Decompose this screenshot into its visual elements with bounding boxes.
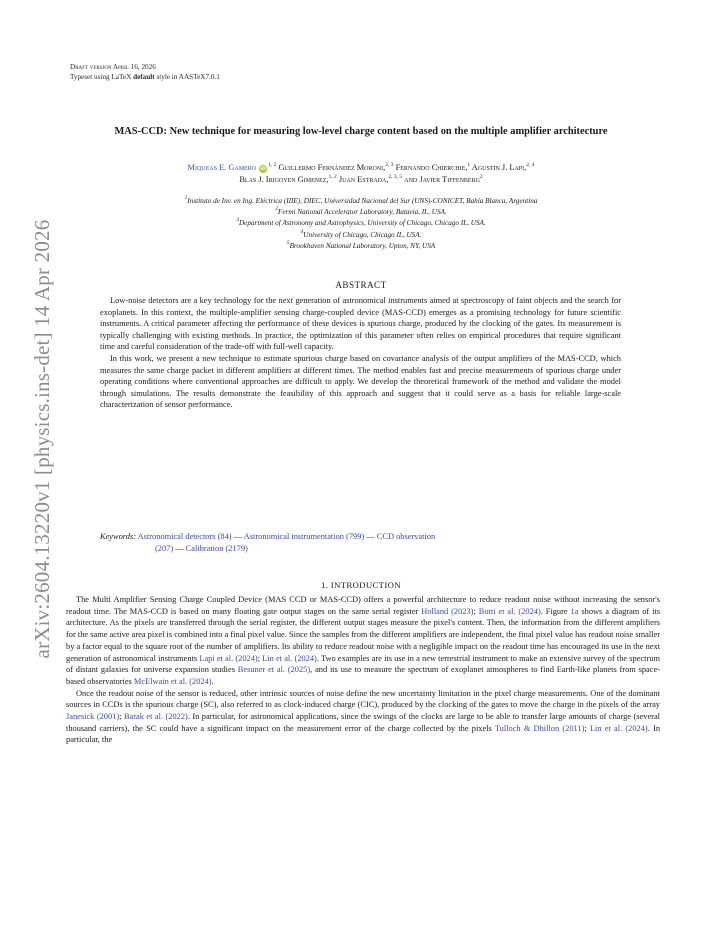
keyword-link[interactable]: Calibration (2179) xyxy=(185,543,248,553)
arxiv-identifier-stamp[interactable]: arXiv:2604.13220v1 [physics.ins-det] 14 Apr 2026 xyxy=(30,219,54,659)
abstract-heading: ABSTRACT xyxy=(335,280,387,290)
abstract-paragraph: Low-noise detectors are a key technology for the next generation of astronomical instruments aimed at spectroscopy of faint objects and the search for exoplanets. In this context, the multiple-amplifier sensing charge-coupled device (MAS-CCD) emerges as a promising technology for future scientific instruments. A critical parameter affecting the performance of these devices is spurious charge, produced by the clocking of the gates. Its measurement is typically challenging with existing methods. In practice, the optimization of this parameter often relies on empirical procedures that require significant time and careful consideration of the trade-off with full-well capacity. xyxy=(100,296,621,352)
draft-version-line xyxy=(70,62,220,72)
citation-link[interactable]: Barak et al. (2022) xyxy=(123,712,188,722)
figure-link[interactable]: 1a xyxy=(570,606,579,616)
affiliation-text: Instituto de Inv. en Ing. Eléctrica (IIIE), DIEC, Universidad Nacional del Sur (UNS)-CONICET, Bahía Blanca, Argentina xyxy=(187,197,538,205)
typeset-line xyxy=(70,72,220,82)
keyword-link[interactable]: CCD observation xyxy=(376,532,436,541)
author-name: Agustin J. Lapi, xyxy=(471,163,527,172)
affiliation-number: 4 xyxy=(300,228,304,235)
abstract-paragraph: In this work, we present a new technique to estimate spurious charge based on covariance analysis of the output amplifiers of the MAS-CCD, which measures the same charge packet in different amplifiers at different times. The method enables fast and precise measurements of spurious charge under operating conditions where conventional approaches are difficult to apply. We develop the theoretical framework of the method and validate the model through simulations. The results demonstrate the feasibility of this approach and suggest that it could serve as a basis for reliable large-scale characterization of sensor performance. xyxy=(100,353,621,410)
affiliation-text: Fermi National Accelerator Laboratory, Batavia, IL, USA. xyxy=(277,208,447,217)
keywords-label: Keywords: xyxy=(100,532,136,541)
body-text: shows a diagram of its architecture. As the pixels are transferred through the serial register, the different output stages measure the pixel's content. Then, the information from the different amplifiers for the same active area pixel is combined into a final pixel value. Since the samples from the different amplifiers are independent, the final pixel value has readout noise smaller by a factor equal to the square root of the number of amplifiers. Its ability to reduce readout noise with a negligible impact on the readout time has encouraged its use in the next generation of astronomical instruments xyxy=(66,606,661,663)
citation-link[interactable]: Besuner et al. (2025) xyxy=(237,665,311,675)
author-sup: 2 xyxy=(479,173,483,180)
keyword-separator: — xyxy=(173,543,186,553)
body-text: , and its use to measure the spectrum of exoplanet atmospheres to find Earth-like planets from space-based observatories xyxy=(66,665,660,686)
affiliation-text: Department of Astronomy and Astrophysics, University of Chicago, Chicago IL, USA. xyxy=(238,219,486,228)
affiliation xyxy=(66,196,656,207)
author-sup: 1, 2 xyxy=(328,173,337,180)
author-line-2 xyxy=(66,174,656,186)
author-name: Fernando Chierchie, xyxy=(395,163,468,172)
body-paragraph xyxy=(66,688,660,747)
author-name: Blas J. Irigoyen Gimenez, xyxy=(239,174,329,184)
author-sup: 2, 3, 5 xyxy=(388,173,403,180)
author-name: Guillermo Fernández Moroni, xyxy=(278,163,386,172)
author-sup: 2, 3 xyxy=(385,162,394,168)
keyword-link[interactable]: Astronomical instrumentation (799) xyxy=(243,532,365,541)
affiliation xyxy=(66,218,656,229)
citation-link[interactable]: Lapi et al. (2024) xyxy=(199,653,258,663)
author-sup: 1, 2 xyxy=(268,162,277,168)
affiliation xyxy=(66,207,656,218)
affiliation xyxy=(66,230,656,241)
orcid-icon[interactable]: iD xyxy=(260,166,266,172)
body-text: ; xyxy=(473,606,479,616)
body-text: . xyxy=(211,676,214,686)
citation-link[interactable]: Lin et al. (2024) xyxy=(589,723,648,733)
body-text: Once the readout noise of the sensor is reduced, other intrinsic sources of noise define the new uncertainty limitation in the pixel charge measurements. One of the dominant sources in CCDs is the spurious charge (SC), also referred to as clock-induced charge (CIC), produced by the clocking of the gates to move the charge in the pixels of the array xyxy=(66,688,660,710)
citation-link[interactable]: Lin et al. (2024) xyxy=(262,653,317,663)
affiliation-number: 3 xyxy=(236,217,239,224)
keyword-separator: — xyxy=(364,532,377,541)
body-text: The Multi Amplifier Sensing Charge Coupled Device (MAS CCD or MAS-CCD) offers a powerful architecture to reduce readout noise without increasing the sensor's readout time. The MAS-CCD is based on many floating gate output stages on the same serial register xyxy=(66,595,660,616)
affiliation-text: Brookhaven National Laboratory, Upton, NY, USA xyxy=(289,241,436,250)
keywords-line-2 xyxy=(100,543,621,555)
keyword-separator: — xyxy=(231,532,244,541)
typeset-suffix: style in AASTeX7.0.1 xyxy=(154,73,220,81)
affiliation-number: 2 xyxy=(275,206,278,213)
abstract-body xyxy=(100,295,621,411)
body-text: ; xyxy=(119,712,124,722)
keyword-link[interactable]: Astronomical detectors (84) xyxy=(137,532,232,541)
typeset-prefix: Typeset using xyxy=(70,73,112,81)
author-name: Juan Estrada, xyxy=(338,174,389,184)
introduction-body xyxy=(66,594,660,746)
citation-link[interactable]: McElwain et al. (2024) xyxy=(133,676,212,686)
author-sup: 2, 4 xyxy=(526,162,535,168)
body-text: . Figure xyxy=(540,606,571,616)
body-text: ; xyxy=(257,653,263,663)
affiliation-text: University of Chicago, Chicago IL, USA. xyxy=(303,230,422,239)
draft-version: Draft version April 16, 2026 xyxy=(70,63,156,71)
citation-link[interactable]: Janesick (2001) xyxy=(66,712,120,722)
typeset-style: default xyxy=(133,73,155,81)
body-text: . Two examples are its use in a new terrestrial instrument to make an extensive survey of the spectrum of distant galaxies for universe expansion studies xyxy=(66,653,660,675)
citation-link[interactable]: Botti et al. (2024) xyxy=(478,606,541,616)
affiliation xyxy=(66,241,656,252)
section-heading: 1. INTRODUCTION xyxy=(321,580,401,590)
citation-link[interactable]: Holland (2023) xyxy=(421,606,474,616)
affiliation-list xyxy=(66,196,656,252)
author-link[interactable]: Miqueas E. Gamero xyxy=(187,163,257,172)
affiliation-number: 1 xyxy=(184,195,188,201)
affiliation-number: 5 xyxy=(286,239,290,246)
author-line-1 xyxy=(66,162,656,174)
body-paragraph xyxy=(66,594,660,688)
body-text: ; xyxy=(584,723,590,733)
body-text: . In particular, for astronomical applications, since the swings of the clocks are large to be able to transfer large amounts of charge (several thousand carriers), the SC could have a significant impact on the measurement error of the charge collected by the pixels xyxy=(66,712,660,733)
keyword-link[interactable]: (207) xyxy=(155,543,174,553)
body-text: . In particular, the xyxy=(66,723,661,745)
author-name: and Javier Tiffenberg xyxy=(404,174,480,184)
keywords-line-1 xyxy=(100,531,621,543)
author-list xyxy=(66,162,656,185)
keywords-block xyxy=(100,531,621,554)
paper-title: MAS-CCD: New technique for measuring low-level charge content based on the multiple amplifier architecture xyxy=(114,126,608,137)
citation-link[interactable]: Tulloch & Dhillon (2011) xyxy=(494,723,585,733)
author-sup: 1 xyxy=(467,162,471,168)
draft-header xyxy=(70,62,220,82)
latex-logo: LaTeX xyxy=(111,73,132,81)
